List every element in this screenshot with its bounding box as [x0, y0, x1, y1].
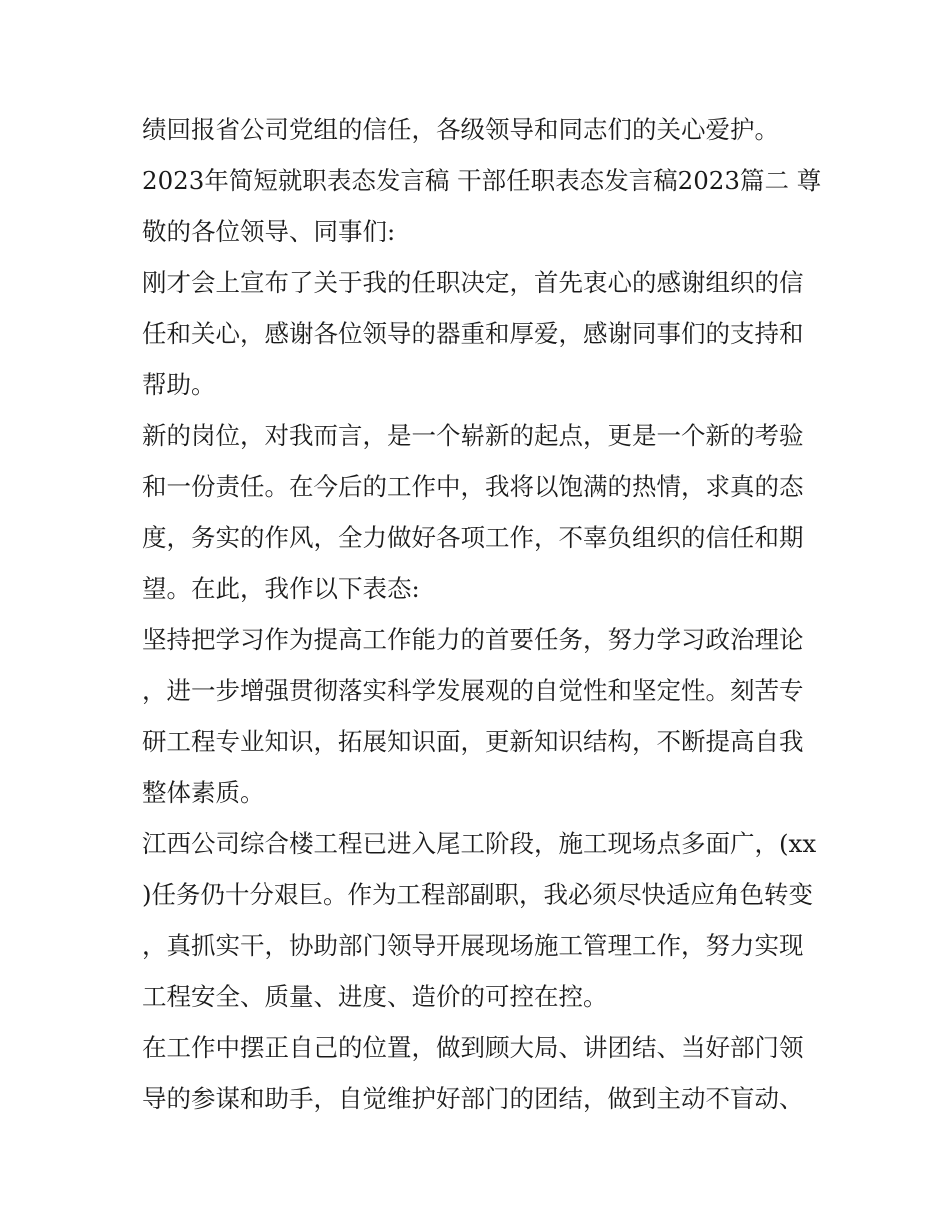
paragraph-study: 坚持把学习作为提高工作能力的首要任务，努力学习政治理论，进一步增强贯彻落实科学发展观的自觉性和坚定性。刻苦专研工程专业知识，拓展知识面，更新知识结构，不断提高自我整体素质。 — [142, 625, 804, 807]
document-body — [142, 104, 822, 1124]
paragraph-continuation: 绩回报省公司党组的信任，各级领导和同志们的关心爱护。 — [142, 115, 779, 144]
paragraph-position: 在工作中摆正自己的位置，做到顾大局、讲团结、当好部门领导的参谋和助手，自觉维护好部门的团结，做到主动不盲动、 — [142, 1033, 804, 1113]
paragraph-intro: 刚才会上宣布了关于我的任职决定，首先衷心的感谢组织的信任和关心，感谢各位领导的器重和厚爱，感谢同事们的支持和帮助。 — [142, 268, 804, 399]
paragraph-project: 江西公司综合楼工程已进入尾工阶段，施工现场点多面广，(xx)任务仍十分艰巨。作为工程部副职，我必须尽快适应角色转变，真抓实干，协助部门领导开展现场施工管理工作，努力实现工程安全、质量、进度、造价的可控在控。 — [142, 829, 817, 1011]
paragraph-heading: 2023年简短就职表态发言稿 干部任职表态发言稿2023篇二 尊敬的各位领导、同事们: — [142, 166, 822, 246]
paragraph-new-position: 新的岗位，对我而言，是一个崭新的起点，更是一个新的考验和一份责任。在今后的工作中，我将以饱满的热情，求真的态度，务实的作风，全力做好各项工作，不辜负组织的信任和期望。在此，我作以下表态: — [142, 421, 804, 603]
